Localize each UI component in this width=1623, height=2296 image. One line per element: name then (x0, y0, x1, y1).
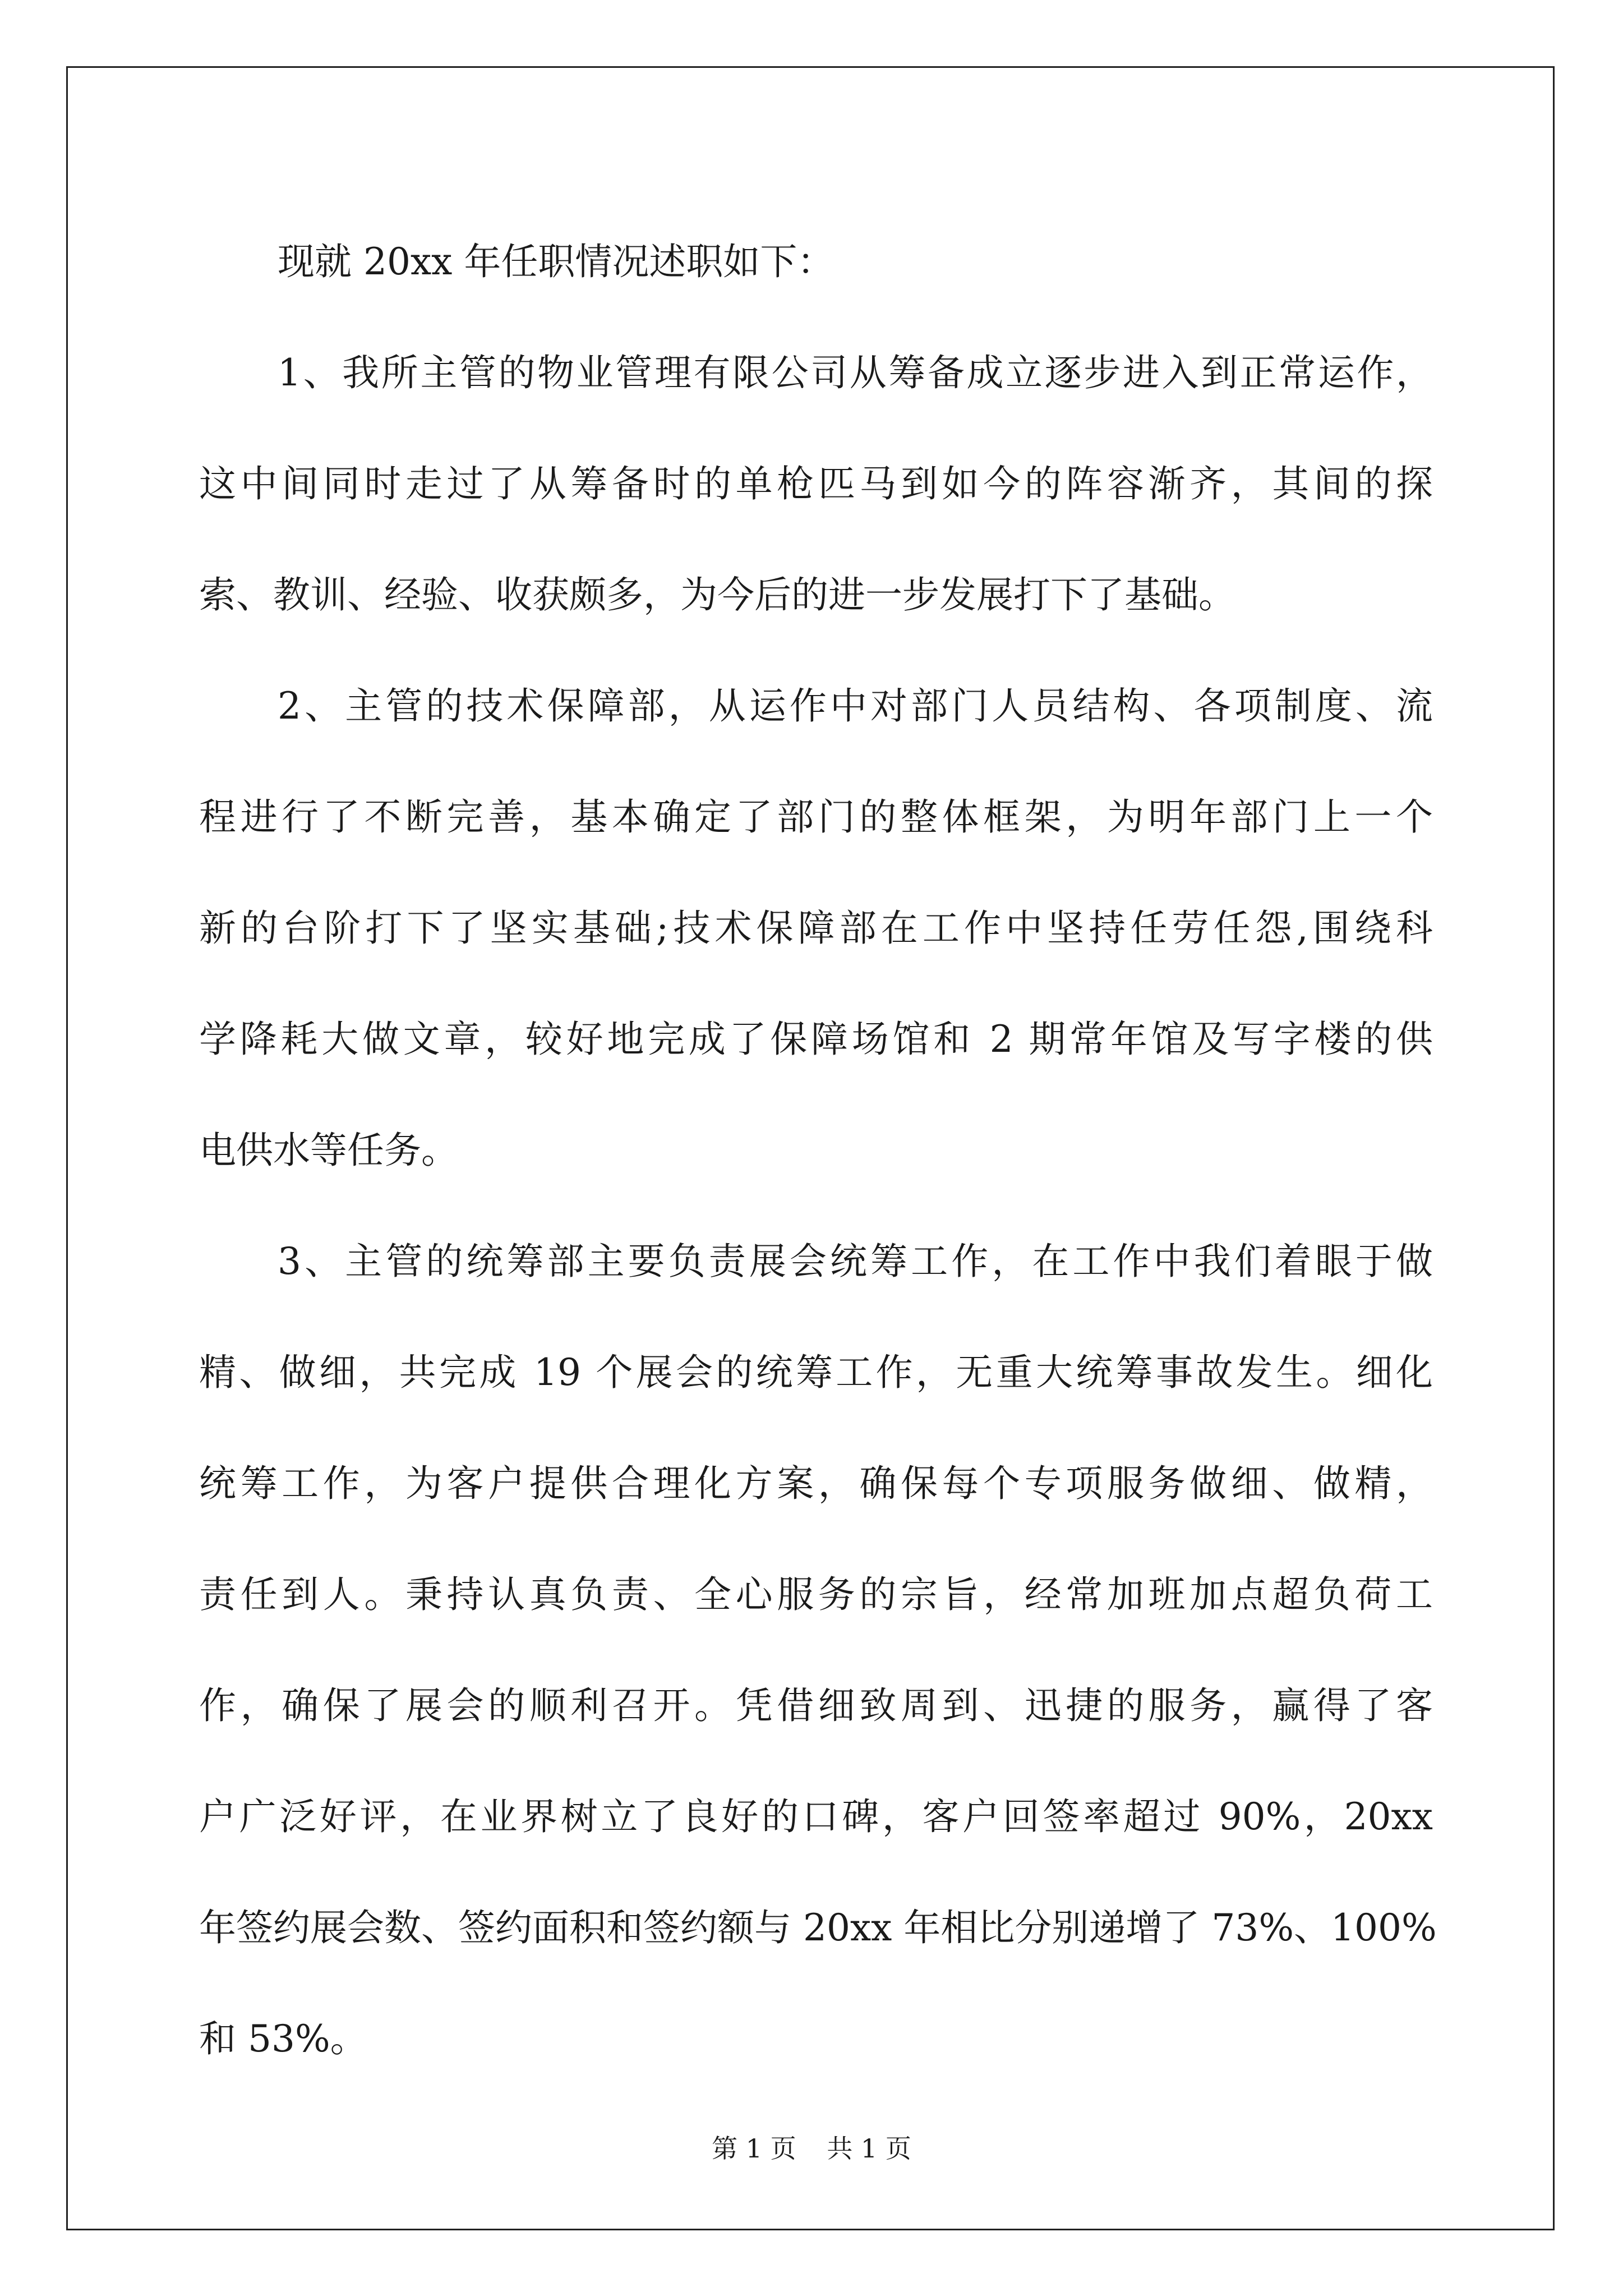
document-body (199, 206, 1437, 2095)
item-3-line: 年签约展会数、签约面积和签约额与 20xx 年相比分别递增了 73%、100% (199, 1906, 1437, 1949)
item-1-line: 这中间同时走过了从筹备时的单枪匹马到如今的阵容渐齐，其间的探 (199, 462, 1433, 505)
item-1-line: 索、教训、经验、收获颇多，为今后的进一步发展打下了基础。 (199, 573, 1235, 616)
page-number: 第 1 页 (712, 2133, 796, 2164)
page-total: 共 1 页 (827, 2133, 911, 2164)
item-3-line: 3、主管的统筹部主要负责展会统筹工作，在工作中我们着眼于做 (278, 1240, 1433, 1283)
item-1-line: 1、我所主管的物业管理有限公司从筹备成立逐步进入到正常运作， (278, 351, 1433, 394)
item-3-line: 统筹工作，为客户提供合理化方案，确保每个专项服务做细、做精， (199, 1462, 1433, 1505)
item-2-line: 学降耗大做文章，较好地完成了保障场馆和 2 期常年馆及写字楼的供 (199, 1018, 1433, 1061)
item-2-line: 程进行了不断完善，基本确定了部门的整体框架，为明年部门上一个 (199, 795, 1433, 839)
item-3-line: 精、做细，共完成 19 个展会的统筹工作，无重大统筹事故发生。细化 (199, 1351, 1433, 1394)
intro-line: 现就 20xx 年任职情况述职如下： (278, 240, 834, 283)
item-3-line: 作，确保了展会的顺利召开。凭借细致周到、迅捷的服务，赢得了客 (199, 1684, 1433, 1727)
item-2-line: 电供水等任务。 (199, 1129, 458, 1172)
item-3-line: 户广泛好评，在业界树立了良好的口碑，客户回签率超过 90%，20xx (199, 1795, 1433, 1838)
item-3-line: 和 53%。 (199, 2017, 367, 2060)
item-2-line: 新的台阶打下了坚实基础;技术保障部在工作中坚持任劳任怨,围绕科 (199, 907, 1433, 950)
item-2-line: 2、主管的技术保障部，从运作中对部门人员结构、各项制度、流 (278, 684, 1433, 728)
item-3-line: 责任到人。秉持认真负责、全心服务的宗旨，经常加班加点超负荷工 (199, 1573, 1433, 1616)
page-footer (0, 2132, 1623, 2165)
